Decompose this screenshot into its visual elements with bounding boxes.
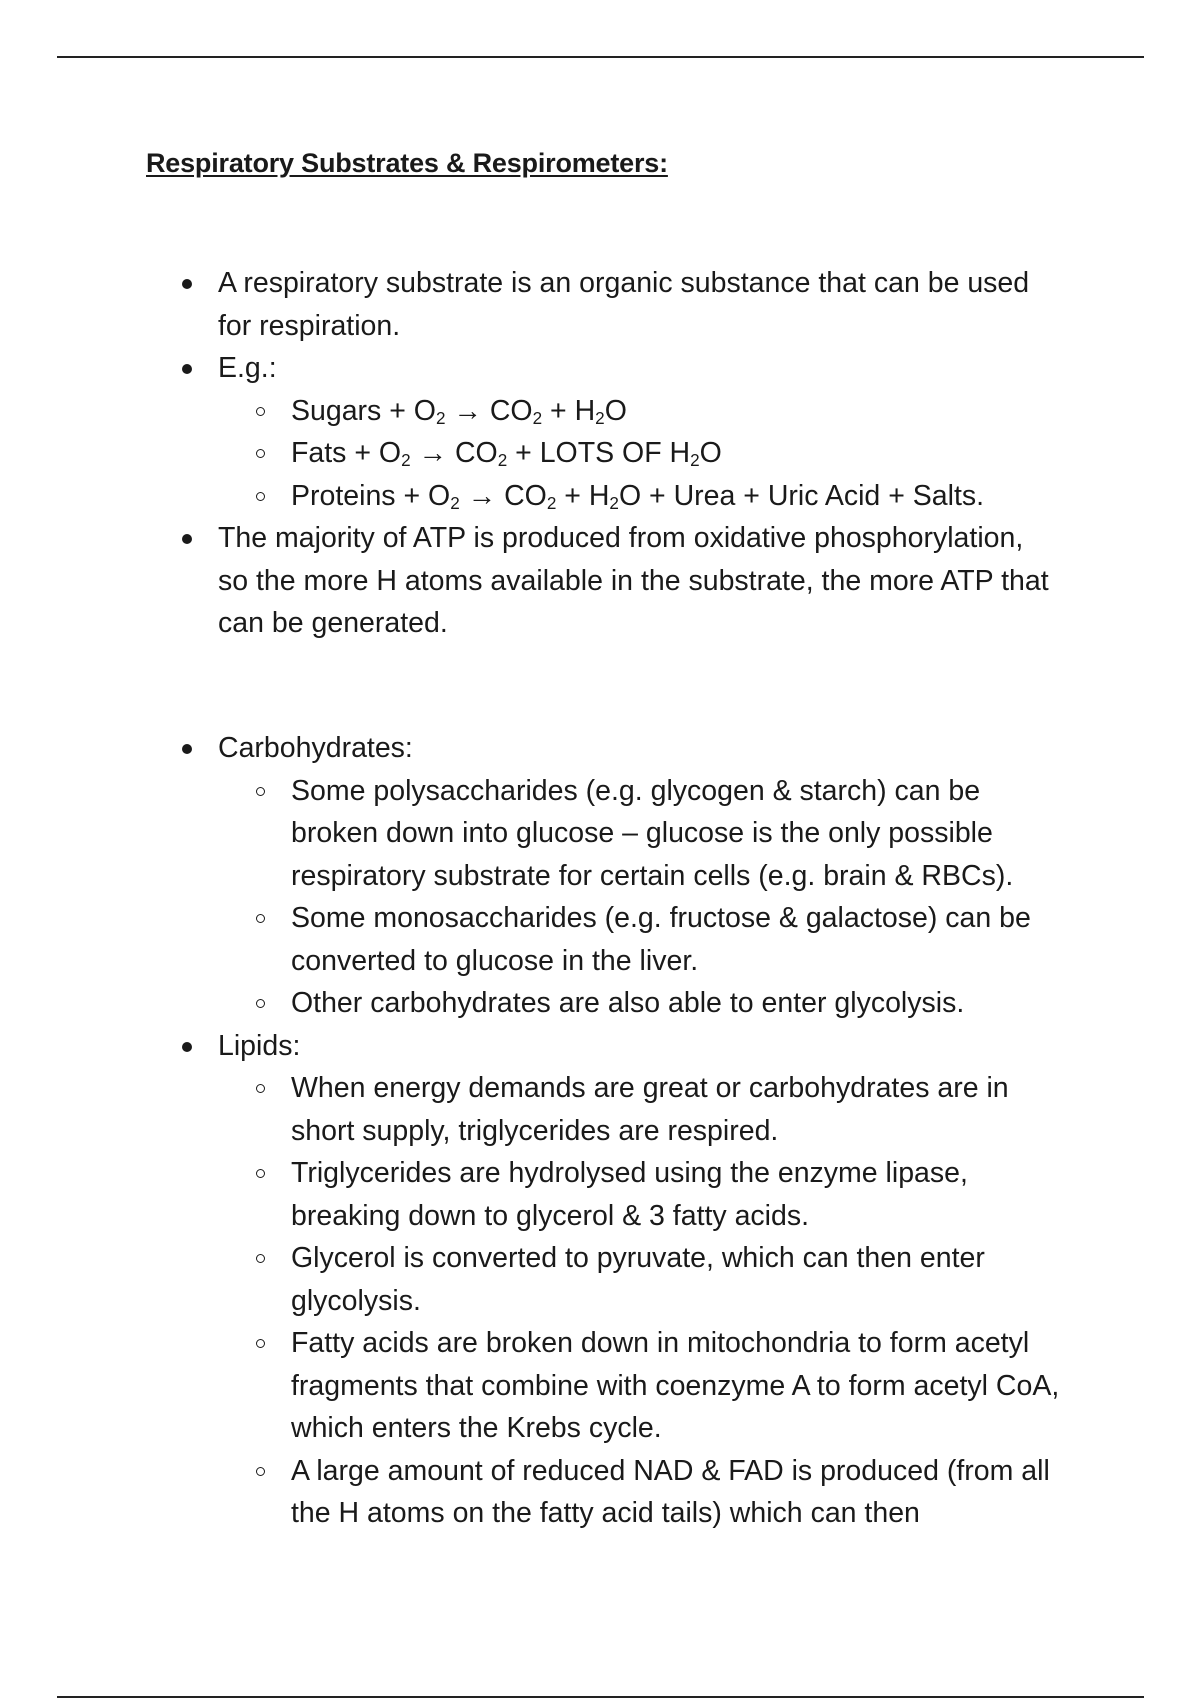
page-title: Respiratory Substrates & Respirometers: bbox=[146, 148, 668, 178]
list-item bbox=[0, 347, 1058, 390]
circle-bullet-icon bbox=[256, 1169, 265, 1178]
arrow-icon: → bbox=[453, 394, 482, 427]
footer-rule bbox=[57, 1696, 1144, 1698]
examples-label: E.g.: bbox=[218, 352, 277, 384]
equation-item: Sugars + $O_2 \to CO_2 + H_2O$ bbox=[0, 390, 1061, 433]
equation-reactant: Proteins bbox=[291, 479, 396, 512]
lipids-points bbox=[0, 1067, 1200, 1535]
carbohydrates-container bbox=[0, 770, 1200, 1025]
list-item: Glycerol is converted to pyruvate, which can then enter glycolysis. bbox=[0, 1237, 1061, 1322]
equations-container bbox=[0, 390, 1200, 518]
list-item bbox=[0, 1025, 1058, 1068]
equation-reactant: Fats bbox=[291, 437, 347, 469]
list-item: Some monosaccharides (e.g. fructose & galactose) can be converted to glucose in the liver. bbox=[0, 897, 1061, 982]
atp-note-text: The majority of ATP is produced from oxidative phosphorylation, so the more H atoms available in the substrate, the more ATP that can be generated. bbox=[218, 522, 1049, 639]
circle-bullet-icon bbox=[256, 449, 265, 458]
list-item: Other carbohydrates are also able to enter glycolysis. bbox=[0, 982, 1061, 1025]
equation-item: Fats + $O_2 \to CO_2$ + LOTS OF $H_2O$ bbox=[0, 432, 1061, 475]
circle-bullet-icon bbox=[256, 407, 265, 416]
list-item bbox=[0, 517, 1058, 645]
equation-reactant: Sugars bbox=[291, 394, 382, 427]
arrow-icon: → bbox=[418, 437, 448, 469]
carbohydrates-points bbox=[0, 770, 1200, 1025]
substrate-list bbox=[0, 727, 1200, 1535]
equation-item: Proteins + $O_2 \to CO_2 + H_2O$ + Urea + Uric Acid + Salts. bbox=[0, 475, 1061, 518]
list-item: Triglycerides are hydrolysed using the enzyme lipase, breaking down to glycerol & 3 fatty acids. bbox=[0, 1152, 1061, 1237]
bullet-icon bbox=[182, 1042, 192, 1052]
circle-bullet-icon bbox=[256, 1084, 265, 1093]
circle-bullet-icon bbox=[256, 492, 265, 501]
bullet-icon bbox=[182, 534, 192, 544]
carbohydrates-heading: Carbohydrates: bbox=[218, 732, 413, 764]
list-item: When energy demands are great or carbohydrates are in short supply, triglycerides are respired. bbox=[0, 1067, 1061, 1152]
equation-list bbox=[0, 390, 1200, 518]
circle-bullet-icon bbox=[256, 914, 265, 923]
list-item bbox=[0, 727, 1058, 770]
list-item: Fatty acids are broken down in mitochondria to form acetyl fragments that combine with coenzyme A to form acetyl CoA, which enters the Krebs cycle. bbox=[0, 1322, 1061, 1450]
definition-text: A respiratory substrate is an organic substance that can be used for respiration. bbox=[218, 267, 1030, 342]
bullet-icon bbox=[182, 279, 192, 289]
intro-list bbox=[0, 262, 1200, 645]
list-item: A large amount of reduced NAD & FAD is produced (from all the H atoms on the fatty acid tails) which can then bbox=[0, 1450, 1061, 1535]
arrow-icon: → bbox=[467, 479, 497, 512]
circle-bullet-icon bbox=[256, 999, 265, 1008]
list-item bbox=[0, 262, 1058, 347]
list-item: Some polysaccharides (e.g. glycogen & starch) can be broken down into glucose – glucose is the only possible respiratory substrate for certain cells (e.g. brain & RBCs). bbox=[0, 770, 1061, 898]
lipids-container bbox=[0, 1067, 1200, 1535]
bullet-icon bbox=[182, 744, 192, 754]
circle-bullet-icon bbox=[256, 787, 265, 796]
header-rule bbox=[57, 56, 1144, 58]
circle-bullet-icon bbox=[256, 1339, 265, 1348]
circle-bullet-icon bbox=[256, 1254, 265, 1263]
lipids-heading: Lipids: bbox=[218, 1029, 301, 1062]
bullet-icon bbox=[182, 364, 192, 374]
circle-bullet-icon bbox=[256, 1467, 265, 1476]
